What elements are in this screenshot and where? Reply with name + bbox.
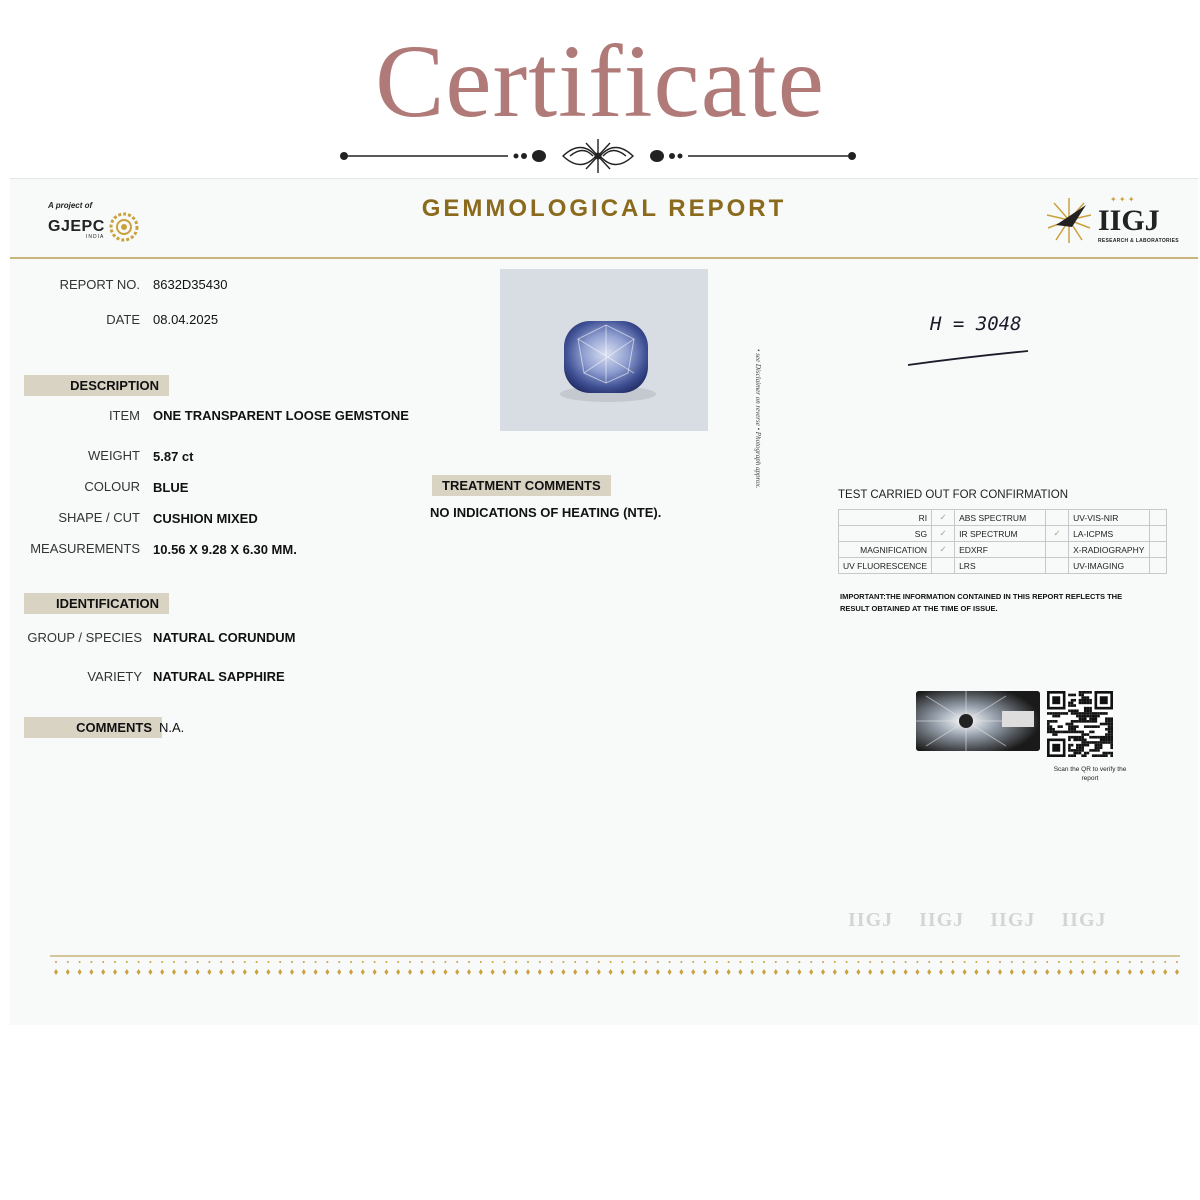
important-text: THE INFORMATION CONTAINED IN THIS REPORT REFLECTS THE RESULT OBTAINED AT THE TIME OF ISSUE.	[840, 592, 1123, 613]
item-value: ONE TRANSPARENT LOOSE GEMSTONE	[153, 408, 409, 423]
group-value: NATURAL CORUNDUM	[153, 630, 296, 645]
photo-disclaimer: • see Disclaimer on reverse • Photograph approx.	[754, 349, 762, 489]
decorative-border	[50, 954, 1180, 988]
variety-label: VARIETY	[87, 669, 142, 684]
watermark: IIGJ	[990, 909, 1036, 931]
empty-cell	[1150, 510, 1167, 526]
test-name: SG	[839, 526, 932, 542]
watermark: IIGJ	[1061, 909, 1107, 931]
date-label: DATE	[106, 312, 140, 327]
date-value: 08.04.2025	[153, 312, 219, 327]
comments-value: N.A.	[159, 720, 185, 735]
gjepc-country: INDIA	[86, 234, 105, 240]
treatment-heading: TREATMENT COMMENTS	[432, 475, 611, 496]
colour-value: BLUE	[153, 480, 189, 495]
test-name: UV FLUORESCENCE	[839, 558, 932, 574]
check-icon: ✓	[932, 526, 955, 542]
handwritten-note: H = 3048	[930, 313, 1022, 335]
comments-heading: COMMENTS	[24, 717, 162, 738]
important-note	[840, 591, 1130, 615]
iigj-logo: ✦ ✦ ✦ IIGJ RESEARCH & LABORATORIES	[1044, 195, 1179, 245]
empty-cell	[1150, 542, 1167, 558]
test-name: RI	[839, 510, 932, 526]
weight-label: WEIGHT	[88, 448, 140, 463]
watermark: IIGJ	[848, 909, 894, 931]
header-divider	[10, 257, 1198, 259]
test-name: LRS	[955, 558, 1046, 574]
shape-label: SHAPE / CUT	[58, 510, 140, 525]
gjepc-project-of: A project of	[48, 201, 93, 210]
description-heading: DESCRIPTION	[24, 375, 169, 396]
measurements-label: MEASUREMENTS	[30, 541, 140, 556]
measurements-value: 10.56 X 9.28 X 6.30 MM.	[153, 542, 297, 557]
empty-cell	[1150, 526, 1167, 542]
tests-row	[839, 542, 1167, 558]
check-icon: ✓	[1046, 526, 1069, 542]
tests-row	[839, 558, 1167, 574]
iigj-subtitle: RESEARCH & LABORATORIES	[1098, 238, 1179, 244]
tests-row	[839, 526, 1167, 542]
check-icon	[1046, 510, 1069, 526]
qr-code[interactable]	[1047, 691, 1113, 757]
tests-table	[838, 509, 1167, 574]
test-name: LA-ICPMS	[1069, 526, 1150, 542]
tests-row	[839, 510, 1167, 526]
test-name: MAGNIFICATION	[839, 542, 932, 558]
tests-title: TEST CARRIED OUT FOR CONFIRMATION	[838, 489, 1069, 501]
gemmological-report	[10, 178, 1198, 1025]
check-icon: ✓	[932, 542, 955, 558]
iigj-sunburst-icon	[1044, 195, 1094, 245]
item-label: ITEM	[108, 408, 140, 423]
check-icon	[1046, 558, 1069, 574]
gemstone-photo	[500, 269, 708, 431]
test-name: X-RADIOGRAPHY	[1069, 542, 1150, 558]
colour-label: COLOUR	[84, 479, 140, 494]
hologram-seal	[916, 691, 1040, 751]
gjepc-name: GJEPC	[48, 218, 105, 235]
qr-caption: Scan the QR to verify the report	[1053, 766, 1127, 782]
watermark-strip	[848, 909, 1127, 932]
handwritten-underline	[906, 339, 1032, 369]
report-no-value: 8632D35430	[153, 277, 228, 292]
check-icon: ✓	[932, 510, 955, 526]
shape-value: CUSHION MIXED	[153, 511, 258, 526]
test-name: IR SPECTRUM	[955, 526, 1046, 542]
group-label: GROUP / SPECIES	[27, 630, 142, 645]
check-icon	[932, 558, 955, 574]
test-name: UV-VIS-NIR	[1069, 510, 1150, 526]
iigj-name: IIGJ	[1098, 204, 1160, 237]
check-icon	[1046, 542, 1069, 558]
important-label: IMPORTANT:	[840, 592, 886, 601]
test-name: UV-IMAGING	[1069, 558, 1150, 574]
watermark: IIGJ	[919, 909, 965, 931]
identification-heading: IDENTIFICATION	[24, 593, 169, 614]
report-header: GEMMOLOGICAL REPORT	[421, 195, 787, 222]
variety-value: NATURAL SAPPHIRE	[153, 669, 285, 684]
weight-value: 5.87 ct	[153, 449, 194, 464]
page-title: Certificate	[375, 24, 825, 139]
ornament-divider	[338, 135, 858, 177]
test-name: EDXRF	[955, 542, 1046, 558]
test-name: ABS SPECTRUM	[955, 510, 1046, 526]
treatment-value: NO INDICATIONS OF HEATING (NTE).	[430, 505, 662, 520]
empty-cell	[1150, 558, 1167, 574]
report-no-label: REPORT NO.	[59, 277, 140, 292]
